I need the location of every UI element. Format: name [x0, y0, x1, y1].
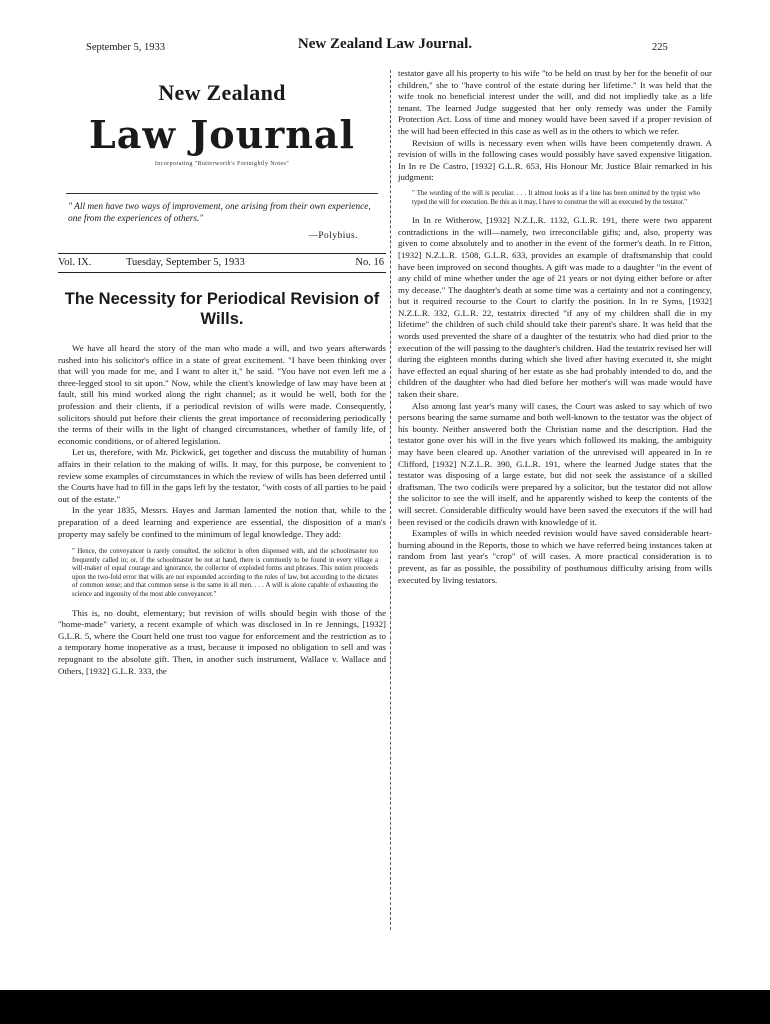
issue-volume: Vol. IX.	[58, 257, 92, 268]
column-divider	[390, 70, 391, 930]
right-paragraph-4: Also among last year's many will cases, the Court was asked to say which of two persons bearing the same surname and both well-known to the testator was the object of his bounty. Neither answered both the Christian name and the description. Had the testator gone over his will in the five years which followed its making, the ambiguity may have been cleared up. Another variation of the unrevised will appeared in In re Clifford, [1932] N.Z.L.R. 390, G.L.R. 191, where the learned Judge states that the testator was disposing of a large estate, but did not seek the assistance of a skilled draftsman. The two codicils were prepared by a solicitor, but the testator did not allow the solicitor to see the will itself, and he apparently wished to keep the contents of the will secret. Considerable difficulty would have been saved the executors if the will had been revised or the codicils drawn with knowledge of it.	[398, 400, 712, 527]
left-paragraph-4: This is, no doubt, elementary; but revision of wills should begin with those of the "home-made" variety, a recent example of which was disclosed in In re Jennings, [1932] G.L.R. 5, where the Court held one trust too vague for enforcement and the restriction as to a temporary home inoperative as a trust, because it imposed no obligation to sell and was repugnant to the absolute gift. Then, in another such instrument, Wallace v. Wallace and Others, [1932] G.L.R. 333, the	[58, 607, 386, 676]
issue-line	[58, 253, 386, 273]
issue-date: Tuesday, September 5, 1933	[126, 257, 245, 268]
left-paragraph-3: In the year 1835, Messrs. Hayes and Jarman lamented the notion that, while to the preparation of a deed learning and experience are essential, the disposition of a man's property may safely be confined to the minimum of legal knowledge. They add:	[58, 505, 386, 539]
right-paragraph-3: In In re Witherow, [1932] N.Z.L.R. 1132, G.L.R. 191, there were two apparent contradictions in the will—namely, two irreconcilable gifts; and, also, property was given to come absolutely and to another in the event of the former's death. In re Fitton, [1932] N.Z.L.R. 1508, G.L.R. 633, provides an example of draftsmanship that could have been improved on second thoughts. A gift was made to a daughter "in the event of any child of mine whether under the age of 21 years or not dying either before or after my decease." The daughter's death at some time was a certainty and not a contingency, but it required recourse to the Court to clarify the position. In In re Syms, [1932] N.Z.L.R. 332, G.L.R. 22, testatrix directed "if any of my children shall die in my lifetime" the children of such child should take their parent's share. It was held that the words used prevented the share of a daughter of the testatrix who had died prior to the execution of the will passing to the daughter's children. Had the testatrix revised her will during the eighteen months during which she lived after having executed it, she might have effected an equal sharing of her estate as she had probably intended to do, and the children of the daughter who had died before her mother's will was made would have taken their share.	[398, 215, 712, 400]
masthead	[58, 80, 386, 167]
header-date: September 5, 1933	[86, 42, 166, 53]
issue-number: No. 16	[355, 257, 384, 268]
running-header	[0, 36, 770, 56]
left-column	[58, 72, 386, 677]
motto-quote: " All men have two ways of improvement, one arising from their own experience, one from the experiences of others."	[68, 202, 371, 224]
header-journal-title: New Zealand Law Journal.	[297, 36, 473, 52]
left-paragraph-2: Let us, therefore, with Mr. Pickwick, get together and discuss the mutability of human affairs in their relation to the making of wills. It may, for this purpose, be convenient to review some examples of circumstances in which the review of wills has been deferred until the Courts have had to fill in the gaps left by the testator, "with costs of all parties to be paid out of the estate."	[58, 447, 386, 504]
block-quote-hayes-jarman: " Hence, the conveyancer is rarely consulted, the solicitor is often dispensed with, and the schoolmaster too frequently called in; or, if the schoolmaster be not at hand, there is commonly to be found in every village a will-maker of equal courage and ignorance, the collector of exploded forms and phrases. This notion proceeds upon the two-fold error that wills are not expounded according to the rules of law, but according to the dictates of common sense; and that common sense is the same in all men. . . . A will is alone capable of exhausting the science and ingenuity of the most able conveyancer."	[72, 548, 378, 599]
masthead-title: Law Journal	[89, 112, 355, 157]
right-column	[398, 68, 712, 586]
masthead-incorporating: Incorporating "Butterworth's Fortnightly Notes"	[154, 161, 290, 167]
motto-attribution: —Polybius.	[308, 231, 358, 241]
right-paragraph-5: Examples of wills in which needed revision would have saved considerable heart-burning abound in the Reports, those to which we have referred being instances taken at random from last year's "crop" of will cases. A more practical consideration is to prevent, as far as possible, the possibility of posthumous difficulty arising from wills executed by living testators.	[398, 528, 712, 585]
scan-border	[0, 990, 770, 1024]
block-quote-de-castro: " The wording of the will is peculiar. . . . It almost looks as if a line has been omitted by the typist who typed the will for execution. Be this as it may, I have to construe the will as executed by the testator."	[412, 189, 700, 206]
article-title: The Necessity for Periodical Revision of Wills.	[64, 290, 380, 328]
masthead-rule	[66, 193, 378, 194]
page-number: 225	[652, 42, 668, 53]
right-paragraph-2: Revision of wills is necessary even when wills have been competently drawn. A revision of wills in the following cases would possibly have saved expensive litigation. In In re De Castro, [1932] G.L.R. 653, His Honour Mr. Justice Blair remarked in his judgment:	[398, 137, 712, 183]
right-paragraph-1: testator gave all his property to his wife "to be held on trust by her for the benefit of our children," she to "have control of the estate during her lifetime." It was held that the wife took no beneficial interest under the will, and did not impliedly take as a life tenant. The learned Judge suggested that her only remedy was under the Family Protection Act. Loss of time and money would have been saved if a proper revision of the will had been effected in this case as well as in the others to which we refer.	[398, 68, 712, 136]
left-paragraph-1: We have all heard the story of the man who made a will, and two years afterwards rushed into his solicitor's office in a state of great excitement. "I have been thinking over that will you made for me, and I want to alter it," he said. "You have not even left me a three-legged stool to sit upon." Now, while the client's knowledge of law may have been at fault, still his mind worked along the right channel; as it would be well, both for the profession and their clients, if a periodical revision of wills were made. Consequently, solicitors should put before their clients the great importance of reconsidering periodically the terms of their wills in the light of changed circumstances, whether of family life, of economic conditions, or of altered legislation.	[58, 343, 386, 446]
masthead-country: New Zealand	[158, 80, 286, 105]
